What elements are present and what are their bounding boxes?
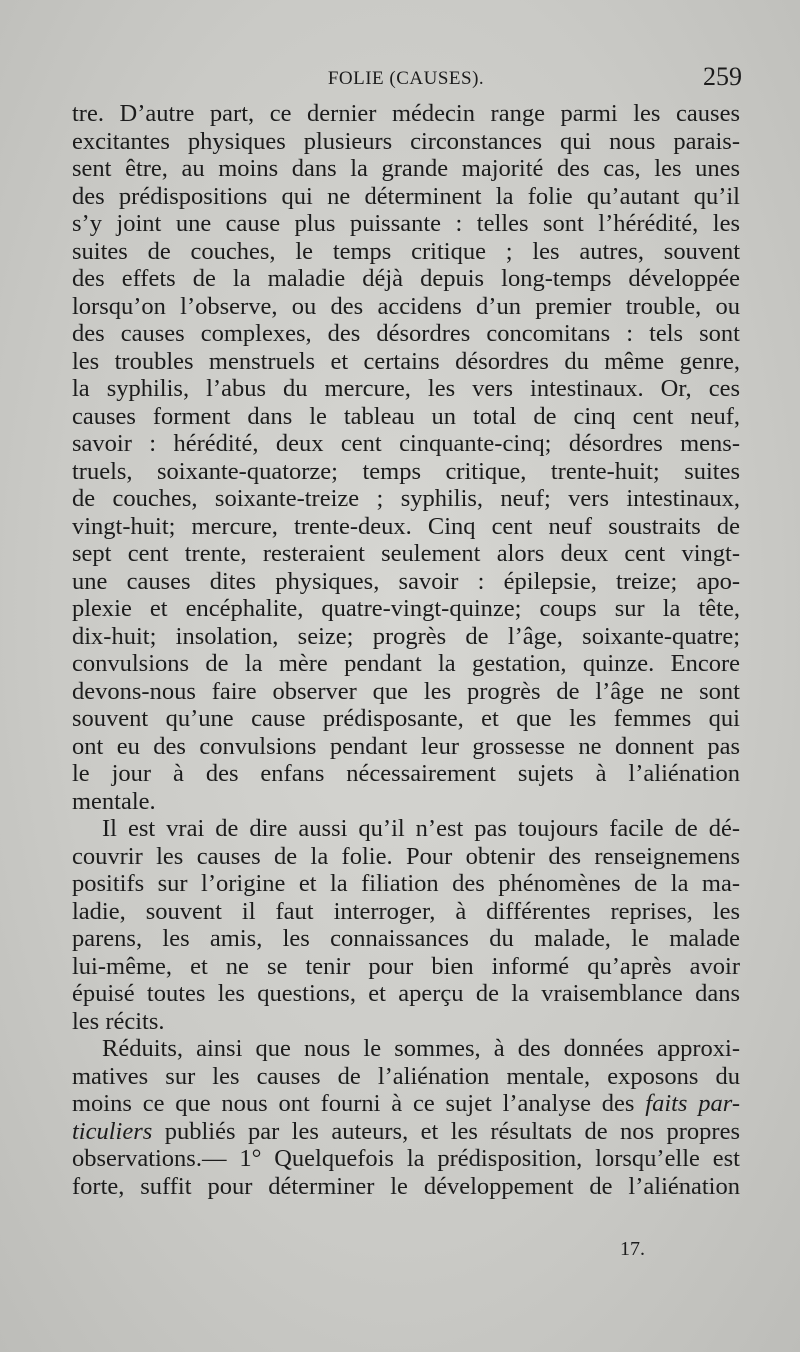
text-line: s’y joint une cause plus puissante : telles sont l’hérédité, les [72,210,740,237]
text-line: suites de couches, le temps critique ; les autres, souvent [72,237,740,265]
text-line: les troubles menstruels et certains désordres du même genre, [72,347,740,375]
text-line: forte, suffit pour déterminer le développement de l’aliénation [72,1172,740,1200]
text-line: des causes complexes, des désordres concomitans : tels sont [72,320,740,347]
running-head: FOLIE (CAUSES). [327,68,485,89]
text-line: parens, les amis, les connaissances du malade, le malade [72,925,740,952]
text-line: les récits. [72,1007,165,1035]
text-segment: moins ce que nous ont fourni à ce sujet l’analyse des [72,1090,646,1117]
text-line: des prédispositions qui ne déterminent la folie qu’autant qu’il [72,182,740,210]
paragraph-3 [72,1035,740,1200]
text-line: devons-nous faire observer que les progrès de l’âge ne sont [72,677,740,705]
signature-mark: 17. [620,1238,645,1260]
text-line: Réduits, ainsi que nous le sommes, à des données approxi- [102,1035,740,1062]
text-line: convulsions de la mère pendant la gestation, quinze. Encore [72,650,740,677]
text-line: tre. D’autre part, ce dernier médecin range parmi les causes [72,100,740,127]
page-header [70,62,742,98]
text-line: truels, soixante-quatorze; temps critique, trente-huit; suites [72,457,740,485]
text-line: couvrir les causes de la folie. Pour obtenir des renseignemens [72,842,740,870]
text-line: des effets de la maladie déjà depuis long-temps développée [72,265,740,292]
page-number: 259 [703,62,742,91]
text-line: matives sur les causes de l’aliénation mentale, exposons du [72,1062,740,1090]
text-line: sept cent trente, resteraient seulement alors deux cent vingt- [72,540,740,567]
text-line: causes forment dans le tableau un total de cinq cent neuf, [72,402,740,430]
text-line: une causes dites physiques, savoir : épilepsie, treize; apo- [72,567,740,595]
paragraph-1 [72,100,740,815]
text-line: lorsqu’on l’observe, ou des accidens d’un premier trouble, ou [72,292,740,320]
paragraph-2 [72,815,740,1035]
text-line: ont eu des convulsions pendant leur grossesse ne donnent pas [72,732,740,760]
text-line: la syphilis, l’abus du mercure, les vers intestinaux. Or, ces [72,375,740,402]
text-line: vingt-huit; mercure, trente-deux. Cinq cent neuf soustraits de [72,512,740,540]
text-line [72,1090,740,1118]
text-line: Il est vrai de dire aussi qu’il n’est pas toujours facile de dé- [102,815,740,842]
text-line: le jour à des enfans nécessairement sujets à l’aliénation [72,760,740,787]
text-line: de couches, soixante-treize ; syphilis, neuf; vers intestinaux, [72,485,740,512]
text-line: lui-même, et ne se tenir pour bien informé qu’après avoir [72,952,740,980]
text-line: savoir : hérédité, deux cent cinquante-cinq; désordres mens- [72,430,740,457]
text-line: ladie, souvent il faut interroger, à différentes reprises, les [72,897,740,925]
text-segment: publiés par les auteurs, et les résultats de nos propres [152,1117,740,1145]
text-line: observations.— 1° Quelquefois la prédisposition, lorsqu’elle est [72,1145,740,1172]
text-line: mentale. [72,787,156,815]
text-line: excitantes physiques plusieurs circonstances qui nous parais- [72,127,740,155]
text-line: souvent qu’une cause prédisposante, et que les femmes qui [72,705,740,732]
body-text [72,100,740,1200]
text-line: positifs sur l’origine et la filiation des phénomènes de la ma- [72,870,740,897]
text-line: plexie et encéphalite, quatre-vingt-quinze; coups sur la tête, [72,595,740,622]
text-line: dix-huit; insolation, seize; progrès de l’âge, soixante-quatre; [72,622,740,650]
text-line: sent être, au moins dans la grande majorité des cas, les unes [72,155,740,182]
italic-text: ticuliers [72,1117,153,1145]
text-line [72,1118,740,1146]
italic-text: faits par- [645,1090,740,1117]
text-line: épuisé toutes les questions, et aperçu de la vraisemblance dans [72,980,740,1007]
